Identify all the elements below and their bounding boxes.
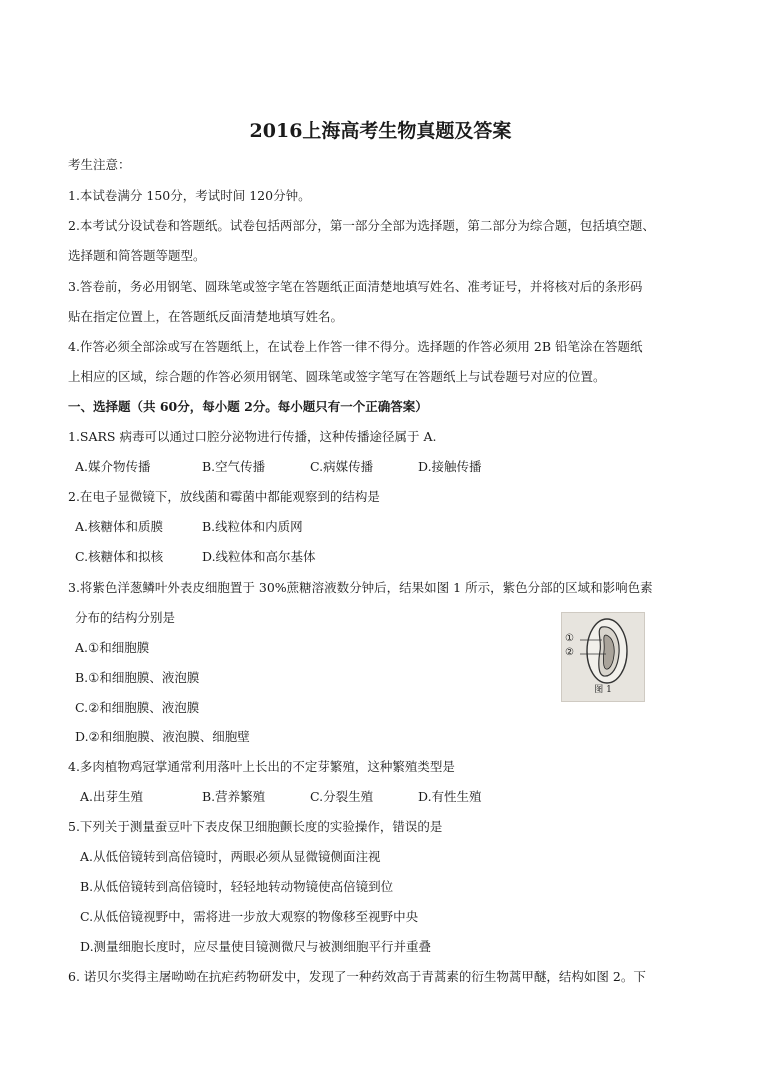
option-d: D.接触传播 bbox=[418, 459, 482, 474]
option-c: C.分裂生殖 bbox=[310, 789, 374, 804]
option-c: C.核糖体和拟核 bbox=[75, 549, 164, 564]
figure-1-plasmolysis-cell bbox=[561, 612, 645, 702]
option-a: A.核糖体和质膜 bbox=[75, 519, 164, 534]
option-a: A.从低倍镜转到高倍镜时，两眼必须从显微镜侧面注视 bbox=[80, 849, 381, 864]
option-d: D.②和细胞膜、液泡膜、细胞壁 bbox=[75, 729, 250, 744]
option-a: A.①和细胞膜 bbox=[75, 640, 150, 655]
question-stem: 6. 诺贝尔奖得主屠呦呦在抗疟药物研发中，发现了一种药效高于青蒿素的衍生物蒿甲醚，结构如图 2。下 bbox=[68, 969, 646, 984]
page-title: 2016上海高考生物真题及答案 bbox=[249, 120, 512, 142]
option-b: B.线粒体和内质网 bbox=[202, 519, 303, 534]
option-c: C.从低倍镜视野中，需将进一步放大观察的物像移至视野中央 bbox=[80, 909, 419, 924]
notice-line: 选择题和简答题等题型。 bbox=[68, 248, 206, 263]
question-stem: 2.在电子显微镜下，放线菌和霉菌中都能观察到的结构是 bbox=[68, 489, 380, 504]
notice-line: 2.本考试分设试卷和答题纸。试卷包括两部分，第一部分全部为选择题，第二部分为综合题，包括填空题、 bbox=[68, 218, 655, 233]
question-stem: 5.下列关于测量蚕豆叶下表皮保卫细胞颤长度的实验操作，错误的是 bbox=[68, 819, 443, 834]
question-stem: 4.多肉植物鸡冠掌通常利用落叶上长出的不定芽繁殖，这种繁殖类型是 bbox=[68, 759, 455, 774]
figure-label-1: ① bbox=[565, 633, 574, 644]
notice-heading: 考生注意： bbox=[68, 157, 131, 172]
option-b: B.营养繁殖 bbox=[202, 789, 266, 804]
notice-line: 贴在指定位置上，在答题纸反面清楚地填写姓名。 bbox=[68, 309, 344, 324]
figure-label-2: ② bbox=[565, 647, 574, 658]
option-d: D.有性生殖 bbox=[418, 789, 482, 804]
section-heading: 一、选择题（共 60分，每小题 2分。每小题只有一个正确答案） bbox=[68, 399, 428, 414]
option-b: B.①和细胞膜、液泡膜 bbox=[75, 670, 200, 685]
option-d: D.线粒体和高尔基体 bbox=[202, 549, 316, 564]
notice-line: 3.答卷前，务必用钢笔、圆珠笔或签字笔在答题纸正面清楚地填写姓名、准考证号，并将核对后的条形码 bbox=[68, 279, 643, 294]
notice-line: 上相应的区域，综合题的作答必须用钢笔、圆珠笔或签字笔写在答题纸上与试卷题号对应的位置。 bbox=[68, 369, 606, 384]
question-stem: 3.将紫色洋葱鳞叶外表皮细胞置于 30%蔗糖溶液数分钟后，结果如图 1 所示，紫色分部的区域和影响色素 bbox=[68, 580, 653, 595]
option-a: A.媒介物传播 bbox=[75, 459, 151, 474]
figure-caption: 图 1 bbox=[594, 685, 612, 695]
option-b: B.从低倍镜转到高倍镜时，轻轻地转动物镜使高倍镜到位 bbox=[80, 879, 394, 894]
notice-line: 1.本试卷满分 150分，考试时间 120分钟。 bbox=[68, 188, 311, 203]
option-c: C.②和细胞膜、液泡膜 bbox=[75, 700, 200, 715]
option-c: C.病媒传播 bbox=[310, 459, 374, 474]
option-b: B.空气传播 bbox=[202, 459, 266, 474]
option-d: D.测量细胞长度时，应尽量使目镜测微尺与被测细胞平行并重叠 bbox=[80, 939, 432, 954]
notice-line: 4.作答必须全部涂或写在答题纸上，在试卷上作答一律不得分。选择题的作答必须用 2B 铅笔涂在答题纸 bbox=[68, 339, 643, 354]
question-stem-continued: 分布的结构分别是 bbox=[75, 610, 176, 625]
question-stem: 1.SARS 病毒可以通过口腔分泌物进行传播，这种传播途径属于 A. bbox=[68, 429, 437, 444]
option-a: A.出芽生殖 bbox=[80, 789, 144, 804]
